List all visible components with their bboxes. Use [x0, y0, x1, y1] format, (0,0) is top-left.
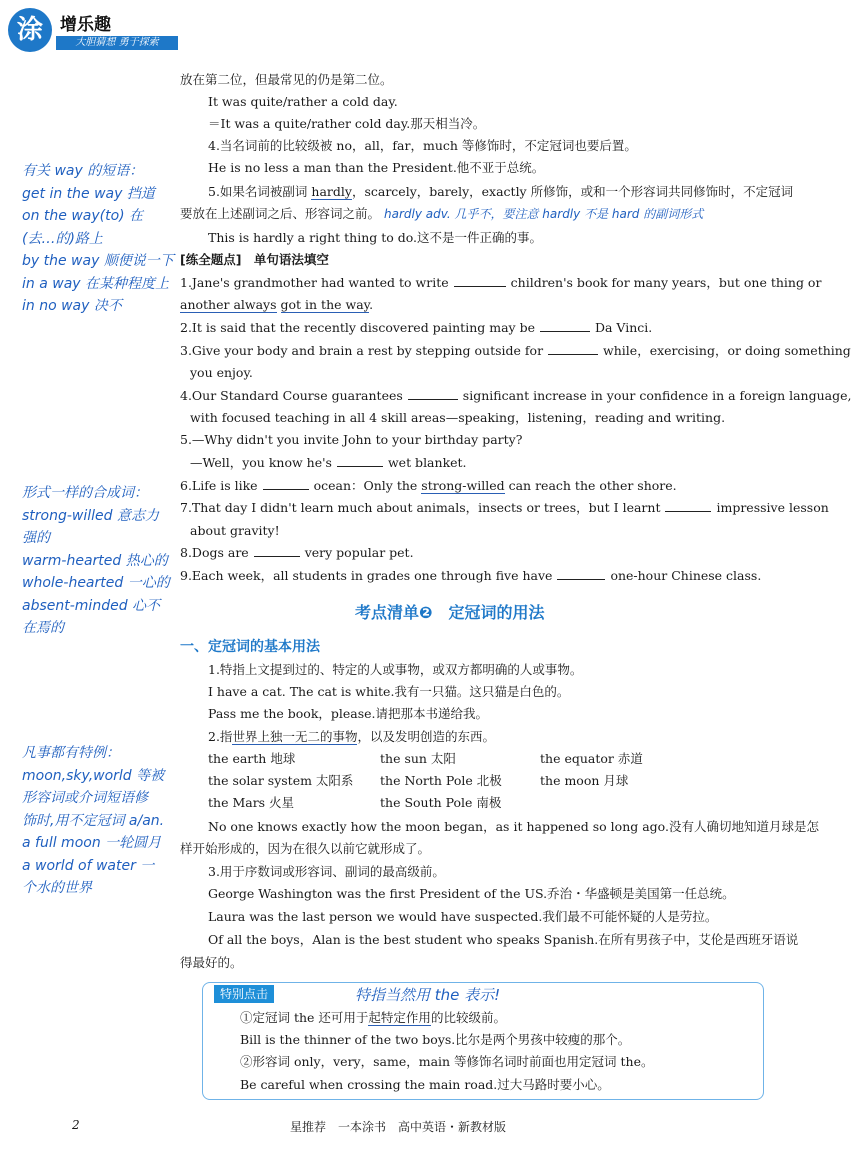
rule-line: 2.指世界上独一无二的事物，以及发明创造的东西。	[208, 729, 495, 744]
handwritten-note: hardly adv. 几乎不，要注意 hardly 不是 hard 的副词形式	[384, 207, 704, 221]
section-title: 考点清单❷ 定冠词的用法	[355, 603, 545, 622]
rule-line: 3.用于序数词或形容词、副词的最高级前。	[208, 864, 445, 879]
question-1: 1.Jane's grandmother had wanted to write children's book for many years，but one thing or	[180, 275, 822, 290]
example-line: I have a cat. The cat is white.我有一只猫。这只猫是白色的。	[208, 684, 570, 699]
example-line: Of all the boys，Alan is the best student who speaks Spanish.在所有男孩子中，艾伦是西班牙语说	[208, 932, 799, 947]
text-line: 放在第二位，但最常见的仍是第二位。	[180, 72, 393, 87]
question-8: 8.Dogs are very popular pet.	[180, 545, 414, 560]
subsection-title: 一、定冠词的基本用法	[180, 639, 320, 655]
handwritten-note: 特指当然用 the 表示!	[355, 986, 501, 1004]
margin-note-way: 有关 way 的短语： get in the way 挡道 on the way(to) 在 (去…的)路上 by the way 顺便说一下 in a way 在某种程度上 in no way 决不	[22, 163, 174, 314]
rule-line: 要放在上述副词之后、形容词之前。 hardly adv. 几乎不，要注意 hardly 不是 hard 的副词形式	[180, 206, 704, 221]
margin-note-exception: 凡事都有特例： moon,sky,world 等被 形容词或介词短语修 饰时,用不定冠词 a/an. a full moon 一轮圆月 a world of water 一 个水的世界	[22, 745, 165, 896]
example-line: 得最好的。	[180, 955, 243, 970]
box-rule: ②形容词 only，very，same，main 等修饰名词时前面也用定冠词 the。	[240, 1054, 654, 1069]
rule-line: 4.当名词前的比较级被 no，all，far，much 等修饰时，不定冠词也要后置。	[208, 138, 637, 153]
brand-tagline: 大胆猜想 勇于探索	[56, 36, 178, 50]
example-line: It was quite/rather a cold day.	[208, 94, 398, 109]
example-line: He is no less a man than the President.他不亚于总统。	[208, 160, 545, 175]
grid-cell: the solar system 太阳系	[208, 773, 354, 788]
grid-cell: the moon 月球	[540, 773, 629, 788]
question-5: 5.—Why didn't you invite John to your birthday party?	[180, 432, 523, 447]
question-1-cont: another always got in the way.	[180, 297, 374, 312]
box-rule: ①定冠词 the 还可用于起特定作用的比较级前。	[240, 1010, 506, 1025]
grid-cell: the sun 太阳	[380, 751, 456, 766]
grid-cell: the earth 地球	[208, 751, 296, 766]
rule-line: 5.如果名词被副词 hardly，scarcely，barely，exactly 所修饰，或和一个形容词共同修饰时，不定冠词	[208, 184, 794, 199]
question-4-cont: with focused teaching in all 4 skill areas—speaking，listening，reading and writing.	[190, 410, 726, 425]
grid-cell: the equator 赤道	[540, 751, 643, 766]
example-line: This is hardly a right thing to do.这不是一件正确的事。	[208, 230, 543, 245]
question-2: 2.It is said that the recently discovered painting may be Da Vinci.	[180, 320, 653, 335]
question-6: 6.Life is like ocean：Only the strong-willed can reach the other shore.	[180, 478, 677, 493]
example-line: Laura was the last person we would have suspected.我们最不可能怀疑的人是劳拉。	[208, 909, 718, 924]
question-3: 3.Give your body and brain a rest by stepping outside for while，exercising，or doing something	[180, 343, 851, 358]
question-3-cont: you enjoy.	[190, 365, 253, 380]
question-5-cont: —Well，you know he's wet blanket.	[190, 455, 467, 470]
page-number: 2	[72, 1118, 80, 1132]
example-line: No one knows exactly how the moon began，as it happened so long ago.没有人确切地知道月球是怎	[208, 819, 819, 834]
brand-name: 增乐趣	[60, 15, 111, 35]
example-line: Pass me the book，please.请把那本书递给我。	[208, 706, 489, 721]
box-example: Bill is the thinner of the two boys.比尔是两个男孩中较瘦的那个。	[240, 1032, 631, 1047]
question-4: 4.Our Standard Course guarantees significant increase in your confidence in a foreign language,	[180, 388, 851, 403]
brand-logo-icon: 涂	[8, 8, 52, 52]
grid-cell: the South Pole 南极	[380, 795, 502, 810]
footer-text: 星推荐 一本涂书 高中英语・新教材版	[290, 1120, 507, 1134]
box-example: Be careful when crossing the main road.过大马路时要小心。	[240, 1077, 610, 1092]
example-line: George Washington was the first President of the US.乔治・华盛顿是美国第一任总统。	[208, 886, 735, 901]
rule-line: 1.特指上文提到过的、特定的人或事物，或双方都明确的人或事物。	[208, 662, 583, 677]
special-note-badge: 特别点击	[214, 985, 274, 1003]
question-7: 7.That day I didn't learn much about animals，insects or trees，but I learnt impressive lesson	[180, 500, 829, 515]
margin-note-compound: 形式一样的合成词： strong-willed 意志力 强的 warm-hearted 热心的 whole-hearted 一心的 absent-minded 心不 在焉的	[22, 485, 170, 636]
grid-cell: the Mars 火星	[208, 795, 295, 810]
question-9: 9.Each week，all students in grades one through five have one-hour Chinese class.	[180, 568, 762, 583]
example-line: ＝It was a quite/rather cold day.那天相当冷。	[208, 116, 486, 131]
grid-cell: the North Pole 北极	[380, 773, 502, 788]
question-7-cont: about gravity!	[190, 523, 280, 538]
practice-title: [练全题点] 单句语法填空	[180, 252, 329, 267]
example-line: 样开始形成的，因为在很久以前它就形成了。	[180, 841, 431, 856]
